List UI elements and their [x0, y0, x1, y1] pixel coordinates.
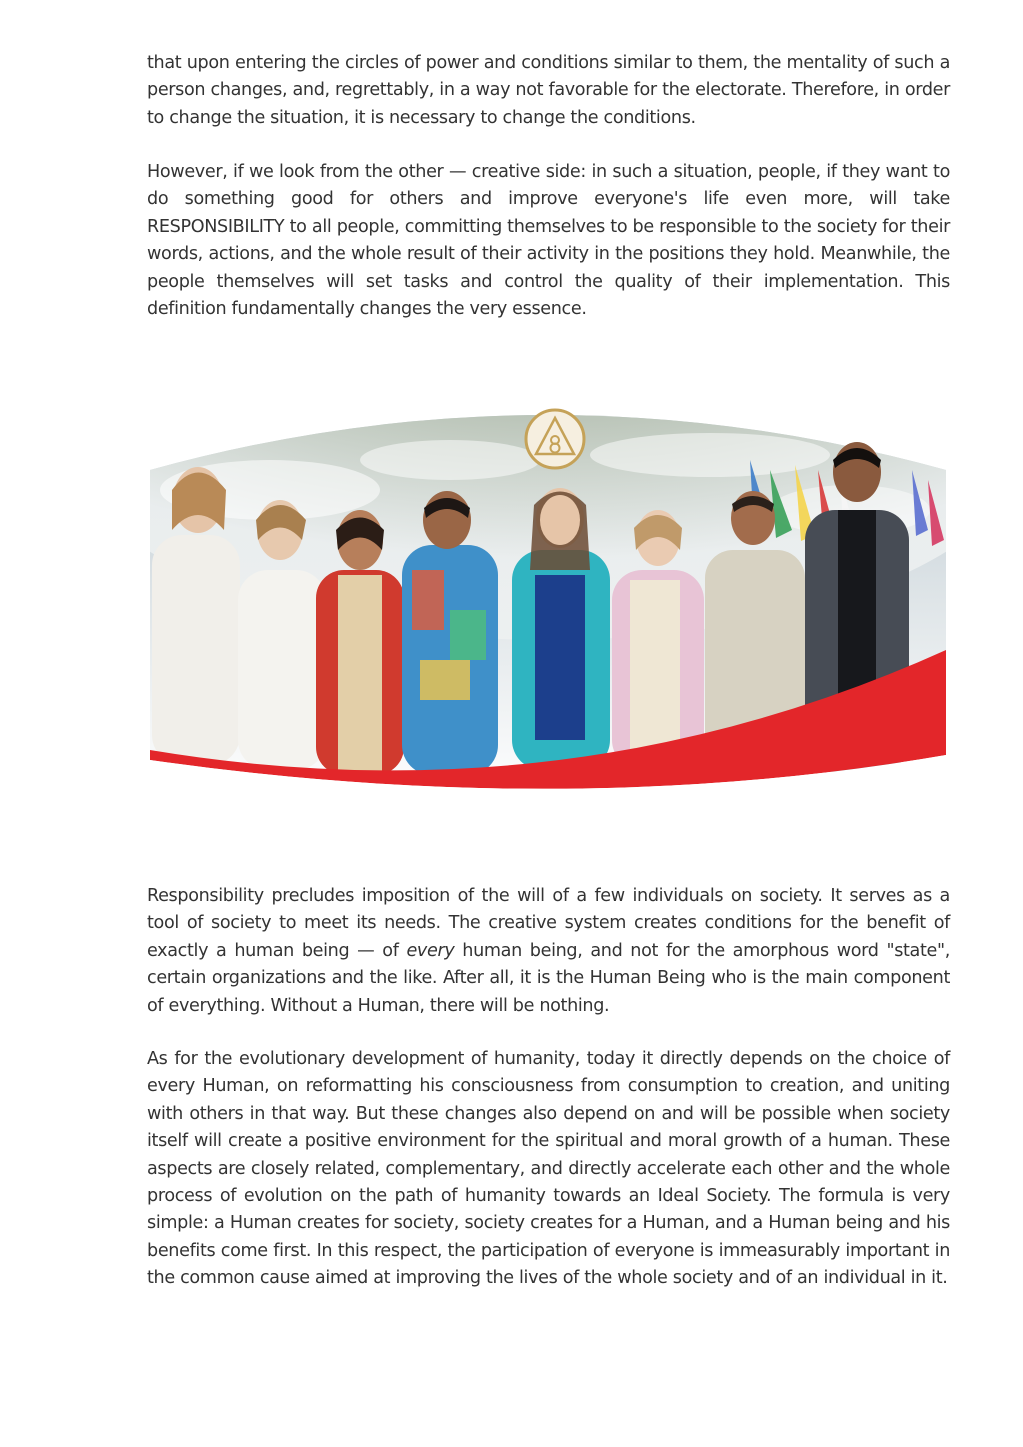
paragraph-3-end: human being, and not for the amorphous word "state", certain organizations and the like. After all, it is the Human Being who is the main component of everything. Without a Human, there will be nothing. — [147, 940, 950, 1016]
paragraph-3 — [147, 883, 950, 1020]
paragraph-3-emphasis: every — [406, 940, 455, 961]
paragraph-3-start: Responsibility precludes imposition of the will of a few individuals on society. It serves as a tool of society to meet its needs. The creative system creates conditions for the benefit of exactly a human being — of — [147, 886, 950, 961]
allatra-emblem-icon — [526, 410, 584, 468]
group-photo — [150, 400, 946, 802]
paragraph-1: that upon entering the circles of power and conditions similar to them, the mentality of such a person changes, and, regrettably, in a way not favorable for the electorate. Therefore, in order to change the situation, it is necessary to change the conditions. — [147, 53, 950, 128]
paragraph-2: However, if we look from the other — creative side: in such a situation, people, if they want to do something good for others and improve everyone's life even more, will take RESPONSIBILITY to all people, committing themselves to be responsible to the society for their words, actions, and the whole result of their activity in the positions they hold. Meanwhile, the people themselves will set tasks and control the quality of their implementation. This definition fundamentally changes the very essence. — [147, 162, 950, 320]
group-photo-icon — [150, 400, 946, 802]
paragraph-4: As for the evolutionary development of humanity, today it directly depends on the choice of every Human, on reformatting his consciousness from consumption to creation, and uniting with others in that way. But these changes also depend on and will be possible when society itself will create a positive environment for the spiritual and moral growth of a human. These aspects are closely related, complementary, and directly accelerate each other and the whole process of evolution on the path of humanity towards an Ideal Society. The formula is very simple: a Human creates for society, society creates for a Human, and a Human being and his benefits come first. In this respect, the participation of everyone is immeasurably important in the common cause aimed at improving the lives of the whole society and of an individual in it. — [147, 1049, 950, 1289]
